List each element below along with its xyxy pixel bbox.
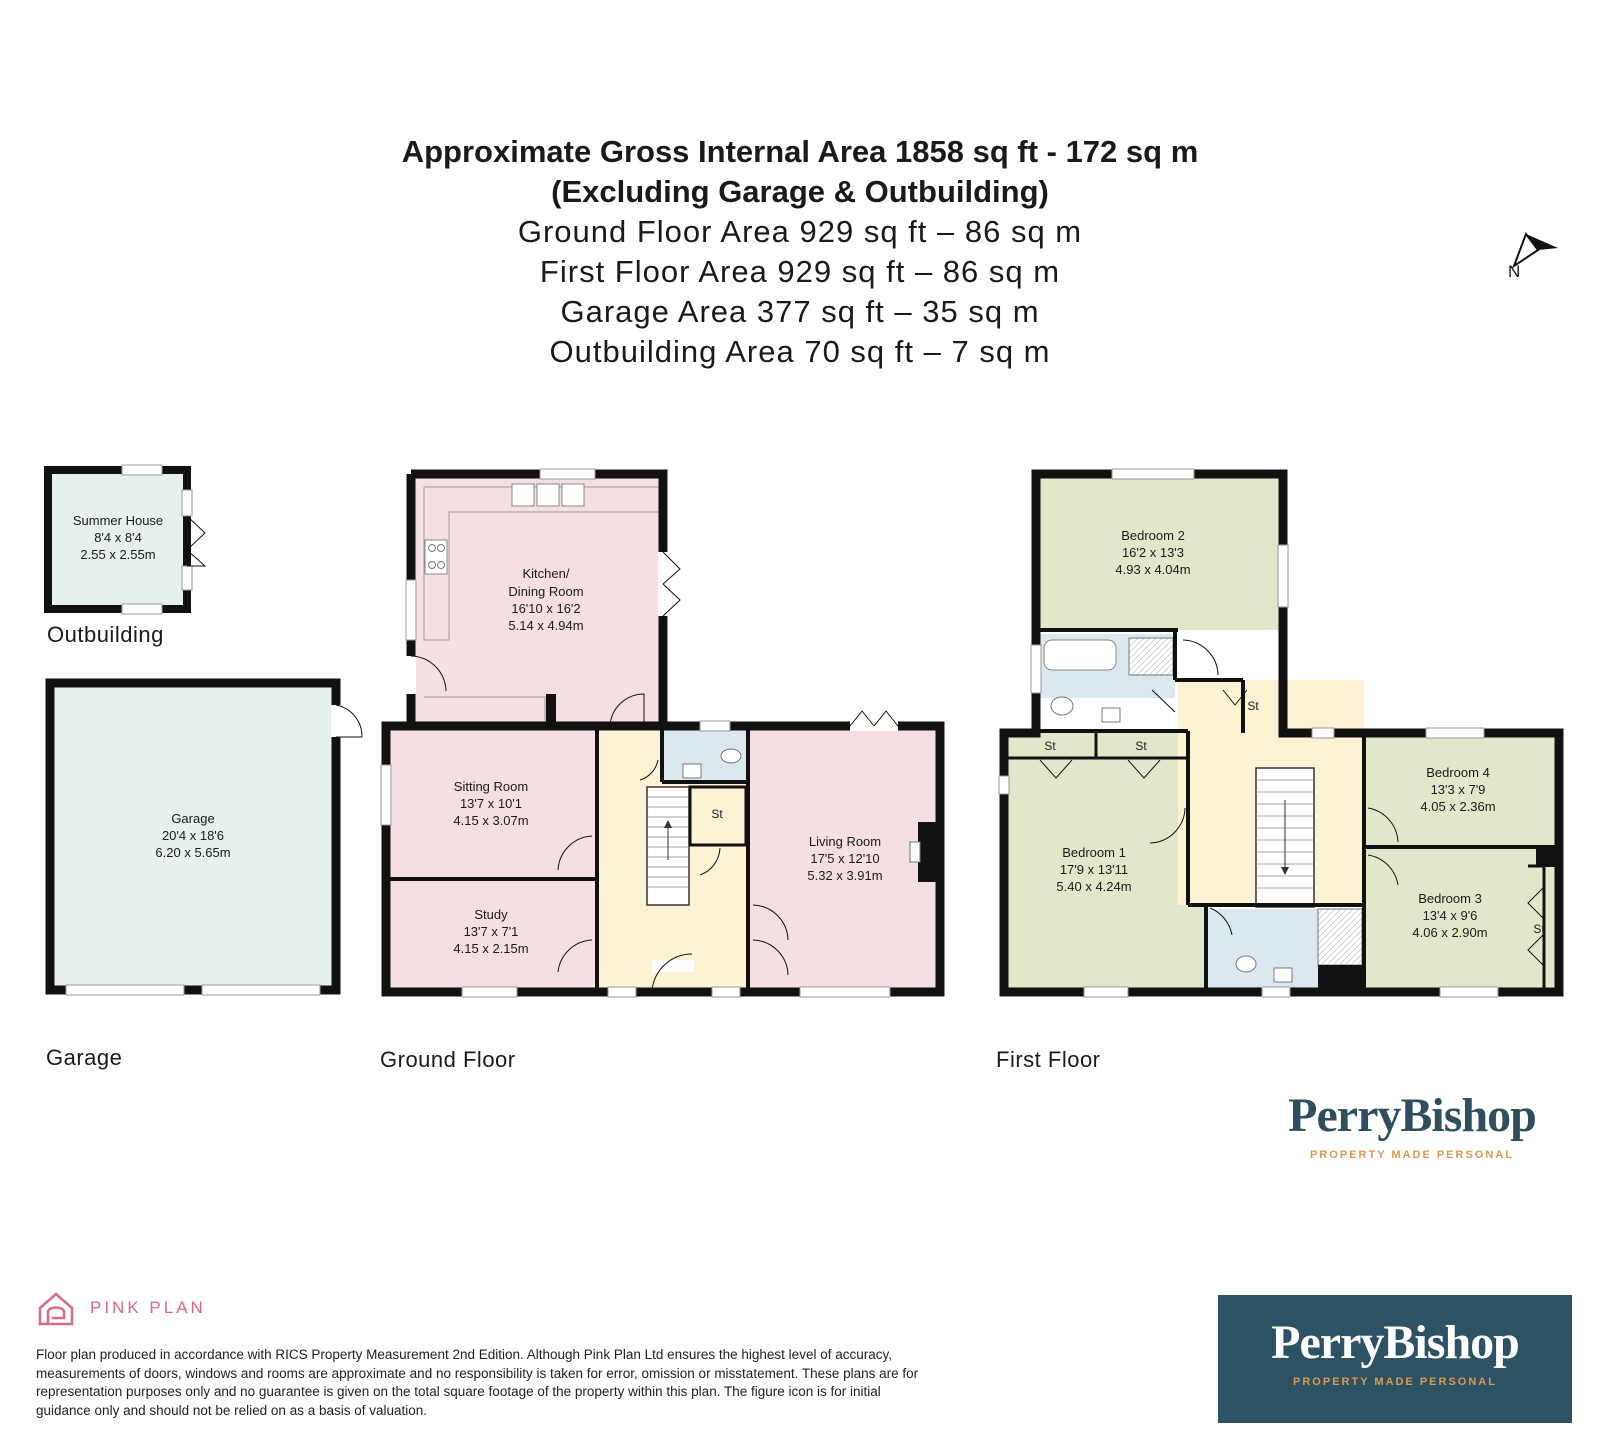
ground-floor-label: Ground Floor — [380, 1047, 516, 1072]
living-room-metric: 5.32 x 3.91m — [807, 868, 883, 883]
gross-area-subtitle: (Excluding Garage & Outbuilding) — [551, 174, 1049, 209]
study-imperial: 13'7 x 7'1 — [463, 924, 519, 939]
bedroom-1-metric: 5.40 x 4.24m — [1056, 879, 1132, 894]
sitting-room-name: Sitting Room — [453, 779, 529, 794]
bedroom-3-metric: 4.06 x 2.90m — [1412, 925, 1488, 940]
perry-bishop-badge — [1218, 1295, 1572, 1423]
ground-floor-area: Ground Floor Area 929 sq ft – 86 sq m — [517, 214, 1083, 249]
first-st-bed1-b: St — [1135, 739, 1147, 753]
brand-box-tagline: PROPERTY MADE PERSONAL — [1293, 1376, 1497, 1388]
first-floor-plan — [999, 469, 1559, 997]
perry-bishop-logo — [1262, 1088, 1562, 1161]
bedroom-3-name: Bedroom 3 — [1418, 891, 1482, 906]
gross-area-title: Approximate Gross Internal Area 1858 sq ft - 172 sq m — [401, 134, 1199, 169]
bedroom-4-metric: 4.05 x 2.36m — [1420, 799, 1496, 814]
summer-house-name: Summer House — [72, 513, 164, 528]
kitchen-name-2: Dining Room — [508, 584, 584, 599]
kitchen-name-1: Kitchen/ — [522, 566, 570, 581]
first-st-landing: St — [1247, 699, 1259, 713]
garage-name: Garage — [171, 811, 215, 826]
first-st-bed3: St — [1533, 922, 1545, 936]
summer-house-metric: 2.55 x 2.55m — [80, 547, 156, 562]
bedroom-1-name: Bedroom 1 — [1062, 845, 1126, 860]
ground-st-label: St — [711, 807, 723, 821]
sitting-room-imperial: 13'7 x 10'1 — [459, 796, 523, 811]
garage-imperial: 20'4 x 18'6 — [161, 828, 225, 843]
living-room-name: Living Room — [808, 834, 882, 849]
pink-plan-name: PINK PLAN — [90, 1298, 206, 1317]
bedroom-2-name: Bedroom 2 — [1121, 528, 1185, 543]
garage-label: Garage — [46, 1045, 123, 1070]
outbuilding-area: Outbuilding Area 70 sq ft – 7 sq m — [549, 334, 1051, 369]
first-floor-area: First Floor Area 929 sq ft – 86 sq m — [539, 254, 1061, 289]
bedroom-3-imperial: 13'4 x 9'6 — [1422, 908, 1478, 923]
bedroom-4-imperial: 13'3 x 7'9 — [1430, 782, 1486, 797]
garage-metric: 6.20 x 5.65m — [155, 845, 231, 860]
sitting-room-metric: 4.15 x 3.07m — [453, 813, 529, 828]
disclaimer-text: Floor plan produced in accordance with RICS Property Measurement 2nd Edition. Although Pink Plan Ltd ensures the highest level of accuracy, measurements of doors, windows and rooms are approximate and no responsibility is taken for error, omission or misstatement. These plans are for representation purposes only and no guarantee is given on the total square footage of the property within this plan. The figure icon is for initial guidance only and should not be relied on as a basis of valuation. — [36, 1347, 919, 1418]
kitchen-imperial: 16'10 x 16'2 — [511, 601, 581, 616]
bedroom-4-name: Bedroom 4 — [1426, 765, 1490, 780]
bedroom-2-metric: 4.93 x 4.04m — [1115, 562, 1191, 577]
garage-area: Garage Area 377 sq ft – 35 sq m — [560, 294, 1040, 329]
first-floor-label: First Floor — [996, 1047, 1101, 1072]
garage — [50, 683, 362, 995]
living-room-imperial: 17'5 x 12'10 — [810, 851, 880, 866]
pink-plan-logo — [36, 1288, 206, 1328]
first-st-bed1-a: St — [1044, 739, 1056, 753]
north-label: N — [1508, 262, 1521, 281]
kitchen-metric: 5.14 x 4.94m — [508, 618, 584, 633]
summer-house-imperial: 8'4 x 8'4 — [94, 530, 142, 545]
ground-floor-plan — [381, 469, 940, 997]
bedroom-2-imperial: 16'2 x 13'3 — [1121, 545, 1185, 560]
study-name: Study — [474, 907, 508, 922]
study-metric: 4.15 x 2.15m — [453, 941, 529, 956]
brand-tagline: PROPERTY MADE PERSONAL — [1310, 1149, 1514, 1161]
brand-name: PerryBishop — [1288, 1089, 1536, 1142]
house-logo-icon — [36, 1288, 76, 1328]
summer-house — [48, 465, 205, 614]
bedroom-1-imperial: 17'9 x 13'11 — [1059, 862, 1129, 877]
outbuilding-label: Outbuilding — [47, 622, 164, 647]
brand-box-name: PerryBishop — [1271, 1316, 1519, 1369]
